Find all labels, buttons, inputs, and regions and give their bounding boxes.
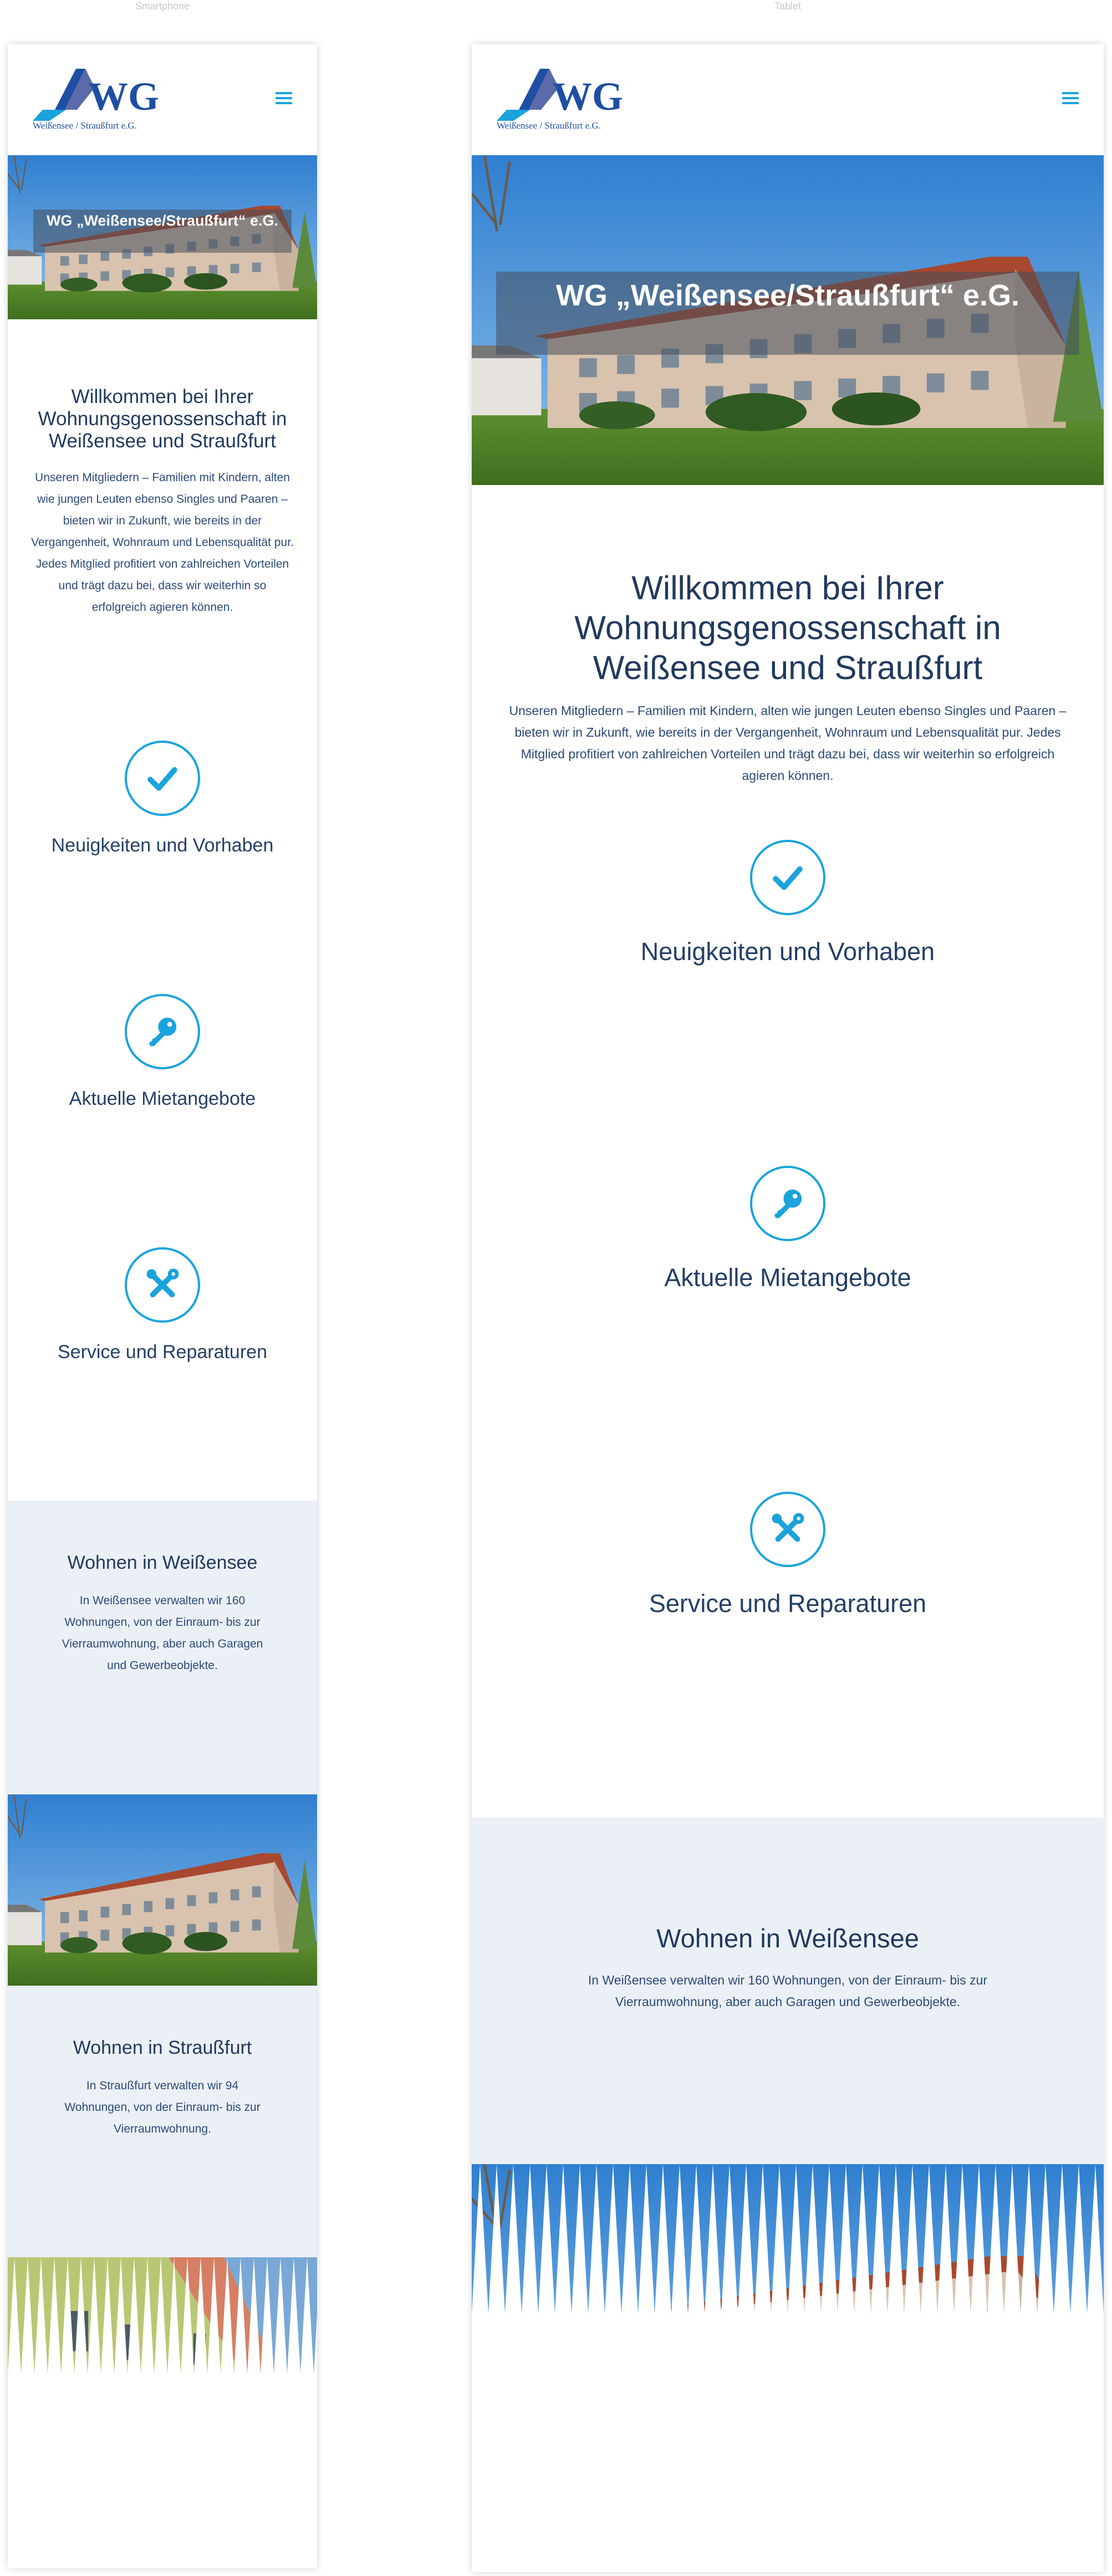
site-logo[interactable] bbox=[497, 65, 641, 131]
straussfurt-photo bbox=[8, 2257, 317, 2490]
feature-offers[interactable] bbox=[472, 1166, 1104, 1492]
check-icon[interactable] bbox=[125, 741, 200, 816]
feature-label[interactable]: Aktuelle Mietangebote bbox=[664, 1263, 911, 1292]
feature-service[interactable] bbox=[472, 1492, 1104, 1818]
welcome-text: Unseren Mitgliedern – Familien mit Kindern, alten wie jungen Leuten ebenso Singles und Paaren – bieten wir in Zukunft, wie bereits in der Vergangenheit, Wohnraum und Lebensqualität pur. Jedes Mitglied profitiert von zahlreichen Vorteilen und trägt dazu bei, dass wir weiterhin so erfolgreich agieren können. bbox=[31, 471, 294, 614]
tablet-frame bbox=[472, 44, 1104, 2572]
feature-service[interactable] bbox=[8, 1247, 317, 1501]
welcome-heading: Willkommen bei Ihrer Wohnungsgenossenschaft in Weißensee und Straußfurt bbox=[574, 569, 1001, 686]
living-text: In Straußfurt verwalten wir 94 Wohnungen, von der Einraum- bis zur Vierraumwohnung. bbox=[64, 2079, 261, 2135]
feature-offers[interactable] bbox=[8, 994, 317, 1247]
smartphone-frame bbox=[8, 44, 317, 2568]
feature-label[interactable]: Neuigkeiten und Vorhaben bbox=[640, 937, 935, 966]
smartphone-caption: Smartphone bbox=[135, 1, 190, 12]
key-icon[interactable] bbox=[750, 1166, 825, 1241]
hero-title: WG „Weißensee/Straußfurt“ e.G. bbox=[496, 272, 1079, 355]
weissensee-photo bbox=[8, 1794, 317, 1986]
hero-banner bbox=[472, 155, 1104, 485]
living-heading: Wohnen in Straußfurt bbox=[73, 2037, 252, 2058]
site-header bbox=[472, 44, 1104, 155]
feature-label[interactable]: Aktuelle Mietangebote bbox=[69, 1088, 256, 1109]
tools-icon[interactable] bbox=[750, 1492, 825, 1567]
weissensee-photo bbox=[472, 2164, 1104, 2463]
living-heading: Wohnen in Weißensee bbox=[656, 1924, 919, 1953]
logo-subtext: Weißensee / Straußfurt e.G. bbox=[497, 120, 601, 131]
logo-subtext: Weißensee / Straußfurt e.G. bbox=[33, 120, 137, 131]
feature-news[interactable] bbox=[8, 741, 317, 994]
feature-label[interactable]: Service und Reparaturen bbox=[57, 1341, 267, 1363]
logo-wordmark: WG bbox=[88, 74, 160, 119]
site-header bbox=[8, 44, 317, 155]
feature-news[interactable] bbox=[472, 840, 1104, 1166]
living-text: In Weißensee verwalten wir 160 Wohnungen, von der Einraum- bis zur Vierraumwohnung, aber auch Garagen und Gewerbeobjekte. bbox=[588, 1973, 988, 2009]
living-straussfurt bbox=[8, 1986, 317, 2257]
welcome-text: Unseren Mitgliedern – Familien mit Kindern, alten wie jungen Leuten ebenso Singles und Paaren – bieten wir in Zukunft, wie bereits in der Vergangenheit, Wohnraum und Lebensqualität pur. Jedes Mitglied profitiert von zahlreichen Vorteilen und trägt dazu bei, dass wir weiterhin so erfolgreich agieren können. bbox=[509, 703, 1067, 783]
living-text: In Weißensee verwalten wir 160 Wohnungen, von der Einraum- bis zur Vierraumwohnung, aber auch Garagen und Gewerbeobjekte. bbox=[62, 1594, 263, 1672]
hero-banner bbox=[8, 155, 317, 319]
welcome-section bbox=[8, 319, 317, 741]
tablet-caption: Tablet bbox=[774, 1, 802, 12]
living-heading: Wohnen in Weißensee bbox=[67, 1552, 258, 1573]
hamburger-menu-icon[interactable] bbox=[276, 92, 292, 104]
welcome-heading: Willkommen bei Ihrer Wohnungsgenossenschaft in Weißensee und Straußfurt bbox=[38, 386, 287, 452]
feature-label[interactable]: Service und Reparaturen bbox=[649, 1589, 927, 1618]
hero-title: WG „Weißensee/Straußfurt“ e.G. bbox=[33, 210, 292, 253]
tools-icon[interactable] bbox=[125, 1247, 200, 1323]
hamburger-menu-icon[interactable] bbox=[1062, 92, 1079, 104]
feature-label[interactable]: Neuigkeiten und Vorhaben bbox=[51, 835, 274, 856]
logo-wordmark: WG bbox=[552, 74, 624, 119]
site-logo[interactable] bbox=[33, 65, 177, 131]
welcome-section bbox=[472, 485, 1104, 840]
key-icon[interactable] bbox=[125, 994, 200, 1069]
check-icon[interactable] bbox=[750, 840, 825, 915]
living-weissensee bbox=[8, 1501, 317, 1794]
living-weissensee bbox=[472, 1818, 1104, 2164]
